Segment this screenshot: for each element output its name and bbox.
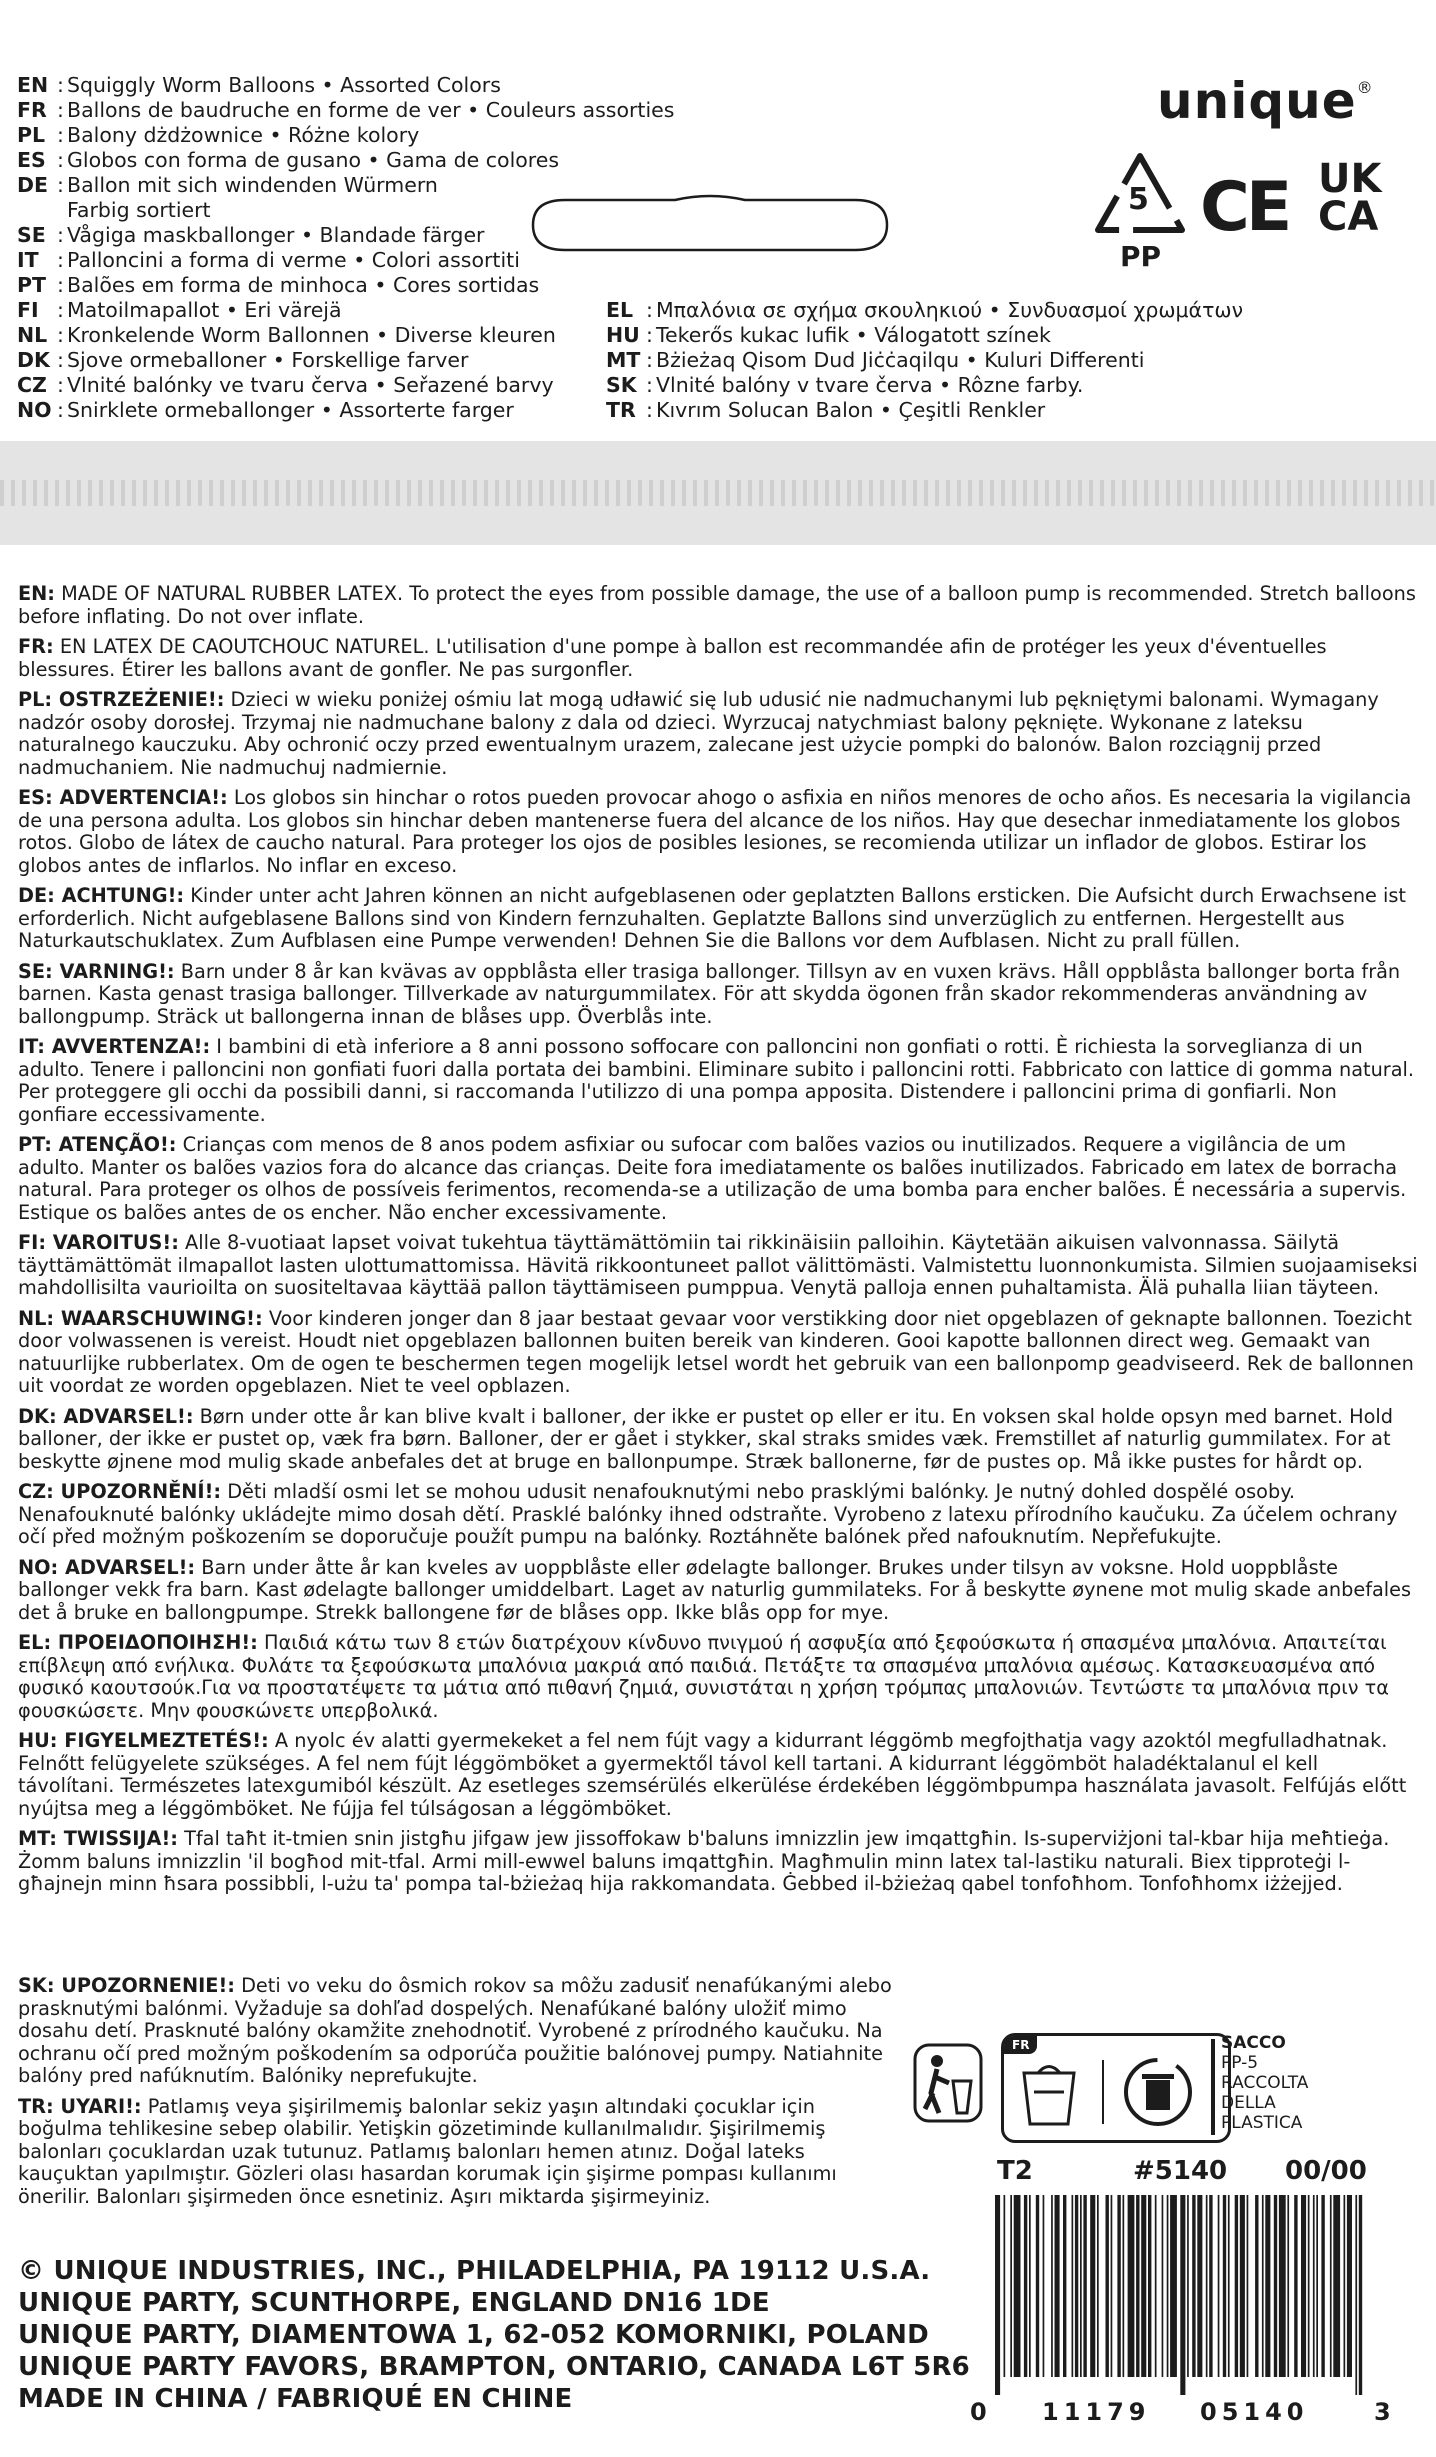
sacco-text <box>1207 2033 1308 2133</box>
warning-label: CZ: UPOZORNĚNÍ!: <box>18 1480 222 1503</box>
product-name-row: MT : Bżieżaq Qisom Dud Jiċċaqilqu • Kuluri Differenti <box>606 348 1145 372</box>
barcode-bar <box>1083 2195 1086 2377</box>
product-name-text: Ballon mit sich windenden Würmern <box>67 173 438 197</box>
code-t2: T2 <box>997 2156 1033 2186</box>
barcode-bar <box>1051 2195 1053 2377</box>
warning-paragraph <box>18 1308 1418 1398</box>
warning-text: Voor kinderen jonger dan 8 jaar bestaat gevaar voor verstikking door niet opgeblazen of geknapte ballonnen. Toezicht door volwassenen is vereist. Houdt niet opgeblazen ballonnen buiten bereik van kinderen. Gooi kapotte ballonnen direct weg. Gemaakt van natuurlijke rubberlatex. Om de ogen te beschermen tegen mogelijk letsel wordt het gebruik van een ballonpomp geadviseerd. Rek de ballonnen uit voordat ze worden opgeblazen. Niet te veel opblazen. <box>18 1306 1414 1397</box>
barcode-bar <box>1218 2195 1220 2377</box>
balloon-outline <box>525 192 895 258</box>
barcode-bar <box>1209 2195 1212 2377</box>
pp5-label: PP-5 <box>1221 2053 1259 2073</box>
barcode-bar <box>1223 2195 1226 2377</box>
barcode-bar <box>1228 2195 1230 2377</box>
barcode-bar <box>1097 2195 1099 2377</box>
barcode-bar <box>1170 2195 1177 2377</box>
barcode-bar <box>1206 2195 1208 2377</box>
warning-label: PL: OSTRZEŻENIE!: <box>18 688 225 711</box>
ukca-mark <box>1318 156 1382 240</box>
ukca-top: UK <box>1318 156 1382 202</box>
barcode-bar <box>1301 2195 1306 2377</box>
barcode-bar <box>1141 2195 1146 2377</box>
product-name-row: SK : Vlnité balóny v tvare červa • Rôzne farby. <box>606 373 1084 397</box>
company-addresses <box>18 2255 970 2415</box>
warning-paragraph <box>18 1406 1418 1474</box>
ce-mark: CE <box>1200 168 1289 247</box>
product-name-text: Farbig sortiert <box>67 198 211 222</box>
barcode-bar <box>1024 2195 1027 2377</box>
language-code: PL <box>17 123 46 147</box>
recycle-box <box>1001 2033 1231 2143</box>
warning-text: Los globos sin hinchar o rotos pueden provocar ahogo o asfixia en niños menores de ocho años. Es necesaria la vigilancia de una persona adulta. Los globos sin hinchar deben mantenerse fuera del alcance de los niños. Hay que desechar inmediatamente los globos rotos. Globo de látex de caucho natural. Para proteger los ojos de posibles lesiones, se recomienda utilizar un inflador de globos. Estirar los globos antes de inflarlos. No inflar en exceso. <box>18 786 1412 877</box>
warning-label: EN: <box>18 582 56 605</box>
recycle-bin-icon <box>1120 2054 1196 2130</box>
product-name-text: Vlnité balónky ve tvaru červa • Seřazené barvy <box>67 373 554 397</box>
language-code: SE <box>17 223 46 247</box>
warning-paragraph <box>18 583 1418 628</box>
product-name-list-right <box>606 298 1243 423</box>
footer-line: UNIQUE PARTY, DIAMENTOWA 1, 62-052 KOMORNIKI, POLAND <box>18 2320 929 2350</box>
product-name-row: HU : Tekerős kukac lufik • Válogatott színek <box>606 323 1051 347</box>
product-name-text: Globos con forma de gusano • Gama de colores <box>67 148 560 172</box>
product-name-row: CZ : Vlnité balónky ve tvaru červa • Seřazené barvy <box>17 373 554 397</box>
ukca-bottom: CA <box>1318 194 1379 240</box>
warning-label: DK: ADVARSEL!: <box>18 1404 194 1428</box>
code-date: 00/00 <box>1285 2156 1367 2186</box>
barcode-bar <box>1333 2195 1340 2377</box>
raccolta-label: RACCOLTA <box>1221 2073 1309 2093</box>
barcode-bar <box>1106 2195 1109 2377</box>
language-code: CZ <box>17 373 47 397</box>
product-name-row: PL : Balony dżdżownice • Różne kolory <box>17 123 420 147</box>
product-name-text: Vlnité balóny v tvare červa • Rôzne farby. <box>656 373 1084 397</box>
barcode-bar <box>1321 2195 1324 2377</box>
divider <box>1102 2060 1104 2124</box>
language-code: IT <box>17 248 39 272</box>
product-name-text: Balões em forma de minhoca • Cores sortidas <box>67 273 540 297</box>
warning-paragraph <box>18 1481 1418 1549</box>
warning-paragraph <box>18 1036 1418 1126</box>
warning-label: TR: UYARI!: <box>18 2094 142 2118</box>
barcode-bar <box>1155 2195 1157 2377</box>
barcode-bar <box>1355 2195 1357 2395</box>
warning-text: I bambini di età inferiore a 8 anni possono soffocare con palloncini non gonfiati o rotti. È richiesta la sorveglianza di un adulto. Tenere i palloncini non gonfiati fuori dalla portata dei bambini. Eliminare subito i palloncini rotti. Fabbricato con lattice di gomma natural. Per proteggere gli occhi da possibili danni, si raccomanda l'utilizzo di una pompa apposita. Distendere i palloncini prima di gonfiarli. Non gonfiare eccessivamente. <box>18 1035 1415 1126</box>
warning-paragraph <box>18 961 1418 1029</box>
barcode-bar <box>1235 2195 1238 2377</box>
barcode-bar <box>1180 2195 1185 2395</box>
product-name-text: Balony dżdżownice • Różne kolory <box>67 123 420 147</box>
warning-text: A nyolc év alatti gyermekeket a fel nem fújt vagy a kidurrant léggömb megfojthatja vagy azoktól megfulladhatnak. Felnőtt felügyelete szükséges. A fel nem fújt léggömböket a gyermektől távol kell tartani. A kidurrant léggömböt haladéktalanul el kell távolítani. Természetes latexgumiból készült. Az esetleges szemsérülés elkerülése érdekében léggömbpumpa használata javasolt. Felfújás előtt nyújtsa meg a léggömböket. Ne fújja fel túlságosan a léggömböket. <box>18 1729 1407 1820</box>
trash-person-icon <box>913 2043 983 2123</box>
warning-paragraph <box>18 2096 898 2209</box>
language-code: FI <box>17 298 39 322</box>
barcode-bar <box>1167 2195 1169 2377</box>
fr-tag: FR <box>1004 2036 1037 2054</box>
warning-text: Deti vo veku do ôsmich rokov sa môžu zadusiť nenafúkanými alebo prasknutými balónmi. Vyžaduje sa dohľad dospelých. Nenafúkané balóny uložiť mimo dosahu detí. Prasknuté balóny okamžite znehodnotiť. Vyrobené z prírodného kaučuku. Na ochranu očí pred možným poškodením sa odporúča použitie balónovej pumpy. Natiahnite balóny pred nafúknutím. Balóniky neprefukujte. <box>18 1974 892 2087</box>
barcode-last: 3 <box>1374 2398 1391 2426</box>
warning-paragraph <box>18 1730 1418 1820</box>
product-name-row: DK : Sjove ormeballoner • Forskellige farver <box>17 348 469 372</box>
warning-text: Alle 8-vuotiaat lapset voivat tukehtua täyttämättömiin tai rikkinäisiin palloihin. Käytetään aikuisen valvonnassa. Säilytä täyttämättömät ilmapallot lasten ulottumattomissa. Hävitä rikkoontuneet pallot välittömästi. Valmistettu luonnonkumista. Silmien suojaamiseksi mahdollisilta vaurioilta on suositeltavaa käyttää pallon täyttämiseen pumppua. Venytä palloja ennen puhaltamista. Älä puhalla liian täyteen. <box>18 1231 1418 1299</box>
barcode-bar <box>1313 2195 1315 2377</box>
barcode-bar <box>1004 2195 1006 2377</box>
product-name-row: PT : Balões em forma de minhoca • Cores sortidas <box>17 273 540 297</box>
product-name-row: EL : Μπαλόνια σε σχήμα σκουληκιού • Συνδυασμοί χρωμάτων <box>606 298 1244 322</box>
warning-paragraph <box>18 1975 898 2088</box>
language-code: FR <box>17 98 47 122</box>
warning-text: Tfal taħt it-tmien snin jistgħu jifgaw jew jissoffokaw b'baluns imnizzlin jew imqattgħin. Is-superviżjoni tal-kbar hija meħtieġa. Żomm baluns imnizzlin 'il bogħod mit-tfal. Armi mill-ewwel baluns imqattgħin. Magħmulin minn latex tal-lastiku naturali. Biex tipproteġi l-għajnejn minn ħsara possibbli, l-użu ta' pompa tal-bżieżaq hija rakkomandata. Ġebbed il-bżieżaq qabel tonfoħhom. Tonfoħhomx iżżejjed. <box>18 1827 1390 1895</box>
warning-label: MT: TWISSIJA!: <box>18 1827 178 1850</box>
product-name-text: Vågiga maskballonger • Blandade färger <box>67 223 485 247</box>
brand-name: unique <box>1157 72 1357 130</box>
warning-text: MADE OF NATURAL RUBBER LATEX. To protect the eyes from possible damage, the use of a balloon pump is recommended. Stretch balloons before inflating. Do not over inflate. <box>18 582 1416 628</box>
barcode-bar <box>1111 2195 1113 2377</box>
barcode-bar <box>1072 2195 1074 2377</box>
warning-paragraph <box>18 689 1418 779</box>
warning-section <box>18 583 1418 1904</box>
warning-text: Dzieci w wieku poniżej ośmiu lat mogą udławić się lub udusić nie nadmuchanymi lub pękniętymi balonami. Wymagany nadzór osoby dorosłej. Trzymaj nie nadmuchane balony z dala od dzieci. Wyrzucaj natychmiast balony pęknięte. Wykonane z lateksu naturalnego kauczuku. Aby ochronić oczy przed ewentualnym urazem, zalecane jest użycie pompki do balonów. Balon rozciągnij przed nadmuchaniem. Nie nadmuchuj nadmiernie. <box>18 688 1379 779</box>
warning-label: NO: ADVARSEL!: <box>18 1555 196 1579</box>
warning-text: EN LATEX DE CAOUTCHOUC NATUREL. L'utilisation d'une pompe à ballon est recommandée afin de protéger les yeux d'éventuelles blessures. Étirer les ballons avant de gonfler. Ne pas surgonfler. <box>18 635 1327 681</box>
language-code: HU <box>606 323 640 347</box>
warning-text: Barn under 8 år kan kvävas av oppblåsta eller trasiga ballonger. Tillsyn av en vuxen krävs. Håll oppblåsta ballonger borta från barnen. Kasta genast trasiga ballonger. Tillverkade av naturgummilatex. För att skydda ögonen från skador rekommenderas användning av ballongpump. Sträck ut ballongerna innan de blåses upp. Överblås inte. <box>18 959 1401 1028</box>
warning-label: IT: AVVERTENZA!: <box>18 1035 211 1058</box>
product-name-row: NO : Snirklete ormeballonger • Assorterte farger <box>17 398 514 422</box>
barcode-bar <box>1347 2195 1352 2377</box>
barcode-bar <box>1265 2195 1270 2377</box>
product-name-row: ES : Globos con forma de gusano • Gama de colores <box>17 148 560 172</box>
barcode-bar <box>1029 2195 1031 2377</box>
warning-paragraph <box>18 787 1418 877</box>
warning-text: Crianças com menos de 8 anos podem asfixiar ou sufocar com balões vazios ou inutilizados. Requere a vigilância de um adulto. Manter os balões vazios fora do alcance das crianças. Deite fora imediatamente os balões inutilizados. Fabricado em latex de borracha natural. Para proteger os olhos de possíveis ferimentos, recomenda-se a utilização de uma bomba para encher balões. É necessária a supervis. Estique os balões antes de os encher. Não encher excessivamente. <box>18 1133 1407 1224</box>
barcode-bar <box>1308 2195 1310 2377</box>
product-name-text: Ballons de baudruche en forme de ver • Couleurs assorties <box>67 98 675 122</box>
product-name-text: Kronkelende Worm Ballonnen • Diverse kleuren <box>67 323 556 347</box>
warning-label: SE: VARNING!: <box>18 959 175 983</box>
barcode-bar <box>1162 2195 1164 2377</box>
barcode <box>995 2195 1363 2395</box>
barcode-bar <box>1075 2195 1078 2377</box>
barcode-bar <box>1043 2195 1045 2377</box>
warning-label: EL: ΠΡΟΕΙΔΟΠΟΙΗΣΗ!: <box>18 1631 258 1654</box>
language-code <box>17 198 57 223</box>
warning-text: Děti mladší osmi let se mohou udusit nenafouknutými nebo prasklými balónky. Je nutný dohled dospělé osoby. Nenafouknuté balónky ukládejte mimo dosah dětí. Prasklé balónky ihned odstraňte. Vyrobeno z latexu přírodního kaučuku. Za účelem ochrany očí před možným poškozením se doporučuje použít pumpu na balónky. Roztáhněte balónek před nafouknutím. Nepřefukujte. <box>18 1480 1398 1548</box>
barcode-left: 11179 <box>1042 2398 1151 2426</box>
product-name-row: EN : Squiggly Worm Balloons • Assorted Colors <box>17 73 501 97</box>
seal-band <box>0 441 1436 545</box>
barcode-bar <box>1247 2195 1249 2377</box>
product-name-text: Palloncini a forma di verme • Colori assortiti <box>67 248 520 272</box>
warning-label: FI: VAROITUS!: <box>18 1231 179 1254</box>
warning-text: Kinder unter acht Jahren können an nicht aufgeblasenen oder geplatzten Ballons ersticken. Die Aufsicht durch Erwachsene ist erforderlich. Nicht aufgeblasene Ballons sind von Kindern fernzuhalten. Geplatzte Ballons sind unverzüglich zu entfernen. Hergestellt aus Naturkautschuklatex. Zum Aufblasen eine Pumpe verwenden! Dehnen Sie die Ballons vor dem Aufblasen. Nicht zu prall füllen. <box>18 884 1406 952</box>
barcode-bar <box>1330 2195 1332 2377</box>
language-code: TR <box>606 398 636 422</box>
barcode-bar <box>1274 2195 1277 2377</box>
warning-label: NL: WAARSCHUWING!: <box>18 1306 263 1330</box>
barcode-bar <box>1192 2195 1195 2377</box>
barcode-bar <box>1344 2195 1346 2377</box>
recycle-material: PP <box>1120 240 1162 273</box>
barcode-bar <box>995 2195 1000 2395</box>
language-code: NO <box>17 398 52 422</box>
product-name-row: TR : Kıvrım Solucan Balon • Çeşitli Renkler <box>606 398 1046 422</box>
warning-label: FR: <box>18 635 54 658</box>
barcode-bar <box>1123 2195 1125 2377</box>
recycle-number: 5 <box>1128 182 1149 217</box>
sacco-label: SACCO <box>1221 2033 1286 2053</box>
product-name-text: Matoilmapallot • Eri värejä <box>67 298 342 322</box>
warning-paragraph <box>18 636 1418 681</box>
product-name-text: Tekerős kukac lufik • Válogatott színek <box>656 323 1051 347</box>
footer-line: UNIQUE PARTY, SCUNTHORPE, ENGLAND DN16 1DE <box>18 2288 770 2318</box>
della-label: DELLA PLASTICA <box>1221 2093 1303 2133</box>
barcode-bar <box>1240 2195 1245 2377</box>
product-name-row: DE : Ballon mit sich windenden Würmern <box>17 173 438 197</box>
barcode-bar <box>1279 2195 1286 2377</box>
language-code: ES <box>17 148 46 172</box>
barcode-first: 0 <box>970 2398 987 2426</box>
warning-label: SK: UPOZORNENIE!: <box>18 1974 235 1997</box>
barcode-bar <box>1010 2195 1012 2377</box>
barcode-bar <box>1117 2195 1120 2377</box>
warning-label: ES: ADVERTENCIA!: <box>18 786 228 809</box>
product-name-row: SE : Vågiga maskballonger • Blandade färger <box>17 223 485 247</box>
warning-paragraph <box>18 1232 1418 1300</box>
warning-text: Børn under otte år kan blive kvalt i balloner, der ikke er pustet op eller er itu. En voksen skal holde opsyn med barnet. Hold balloner, der ikke er pustet op, væk fra børn. Balloner, der er gået i stykker, skal straks smides væk. Fremstillet af naturlig gummilatex. For at beskytte øjnene mod mulig skade anbefales det at bruge en ballonpumpe. Stræk ballonerne, før de pustes op. Må ikke pustes for hårdt op. <box>18 1404 1393 1473</box>
barcode-bar <box>1128 2195 1135 2377</box>
barcode-bar <box>1080 2195 1082 2377</box>
warning-section-split <box>18 1975 898 2216</box>
barcode-bar <box>1359 2195 1362 2395</box>
product-name-text: Kıvrım Solucan Balon • Çeşitli Renkler <box>656 398 1046 422</box>
barcode-bar <box>1316 2195 1318 2377</box>
warning-text: Patlamış veya şişirilmemiş balonlar sekiz yaşın altındaki çocuklar için boğulma tehlikesine sebep olabilir. Yetişkin gözetiminde kullanılmalıdır. Şişirilmemiş balonları çocuklardan uzak tutunuz. Patlamış balonları hemen atınız. Doğal lateks kauçuktan yapılmıştır. Gözleri olası hasardan korumak için şişirme pompası kullanımı önerilir. Balonları şişirmeden önce esnetiniz. Aşırı miktarda şişirmeyiniz. <box>18 2094 837 2208</box>
barcode-bar <box>1063 2195 1066 2377</box>
warning-paragraph <box>18 1828 1418 1896</box>
brand-logo <box>1157 72 1374 130</box>
barcode-bar <box>1287 2195 1289 2377</box>
warning-label: PT: ATENÇÃO!: <box>18 1133 177 1156</box>
footer-line: UNIQUE PARTY FAVORS, BRAMPTON, ONTARIO, CANADA L6T 5R6 <box>18 2352 970 2382</box>
footer-line: MADE IN CHINA / FABRIQUÉ EN CHINE <box>18 2384 573 2414</box>
language-code: DE <box>17 173 49 197</box>
language-code: PT <box>17 273 47 297</box>
language-code: NL <box>17 323 48 347</box>
registered-mark: ® <box>1356 78 1374 97</box>
barcode-bar <box>1294 2195 1297 2377</box>
language-code: SK <box>606 373 637 397</box>
warning-text: Παιδιά κάτω των 8 ετών διατρέχουν κίνδυνο πνιγμού ή ασφυξία από ξεφούσκωτα ή σπασμένα μπαλόνια. Απαιτείται επίβλεψη από ενήλικα. Φυλάτε τα ξεφούσκωτα μπαλόνια μακριά από παιδιά. Πετάξτε τα σπασμένα μπαλόνια αμέσως. Κατασκευασμένα από φυσικό καουτσούκ.Για να προστατέψετε τα μάτια από πιθανή ζημιά, συνιστάται η χρήση τρόμπας μπαλονιών. Τεντώστε τα μπαλόνια πριν τα φουσκώσετε. Μην φουσκώνετε υπερβολικά. <box>18 1631 1390 1722</box>
bag-icon <box>1014 2058 1084 2128</box>
barcode-bar <box>1262 2195 1264 2377</box>
barcode-bar <box>1014 2195 1021 2377</box>
barcode-bar <box>1255 2195 1258 2377</box>
product-name-text: Sjove ormeballoner • Forskellige farver <box>67 348 469 372</box>
barcode-bar <box>1036 2195 1039 2377</box>
language-code: MT <box>606 348 641 372</box>
product-name-text: Bżieżaq Qisom Dud Jiċċaqilqu • Kuluri Differenti <box>656 348 1145 372</box>
barcode-bar <box>1187 2195 1189 2377</box>
barcode-bar <box>1148 2195 1151 2377</box>
language-code: EL <box>606 298 634 322</box>
barcode-bar <box>1090 2195 1095 2377</box>
product-name-row: FR : Ballons de baudruche en forme de ver • Couleurs assorties <box>17 98 675 122</box>
barcode-bar <box>1197 2195 1202 2377</box>
warning-text: Barn under åtte år kan kveles av uoppblåste eller ødelagte ballonger. Brukes under tilsyn av voksne. Hold uoppblåste ballonger vekk fra barn. Kast ødelagte ballonger umiddelbart. Laget av naturlig gummilateks. For å beskytte øynene mot mulig skade anbefales det å bruke en ballongpumpe. Strekk ballongene før de blåses opp. Ikke blås opp for mye. <box>18 1555 1412 1624</box>
barcode-bar <box>1136 2195 1139 2377</box>
warning-paragraph <box>18 1557 1418 1625</box>
barcode-bar <box>1055 2195 1060 2377</box>
language-code: EN <box>17 73 49 97</box>
footer-line: © UNIQUE INDUSTRIES, INC., PHILADELPHIA, PA 19112 U.S.A. <box>18 2256 931 2286</box>
warning-paragraph <box>18 1632 1418 1722</box>
code-item: #5140 <box>1133 2156 1228 2186</box>
product-name-row: NL : Kronkelende Worm Ballonnen • Diverse kleuren <box>17 323 556 347</box>
product-name-text: Snirklete ormeballonger • Assorterte farger <box>67 398 514 422</box>
barcode-right: 05140 <box>1200 2398 1309 2426</box>
product-name-text: Μπαλόνια σε σχήμα σκουληκιού • Συνδυασμοί χρωμάτων <box>656 298 1244 322</box>
language-code: DK <box>17 348 50 372</box>
warning-label: DE: ACHTUNG!: <box>18 884 185 907</box>
warning-paragraph <box>18 885 1418 953</box>
warning-paragraph <box>18 1134 1418 1224</box>
product-name-row: FI : Matoilmapallot • Eri värejä <box>17 298 342 322</box>
product-name-row: IT : Palloncini a forma di verme • Colori assortiti <box>17 248 520 272</box>
warning-label: HU: FIGYELMEZTETÉS!: <box>18 1729 269 1752</box>
product-name-text: Squiggly Worm Balloons • Assorted Colors <box>67 73 501 97</box>
